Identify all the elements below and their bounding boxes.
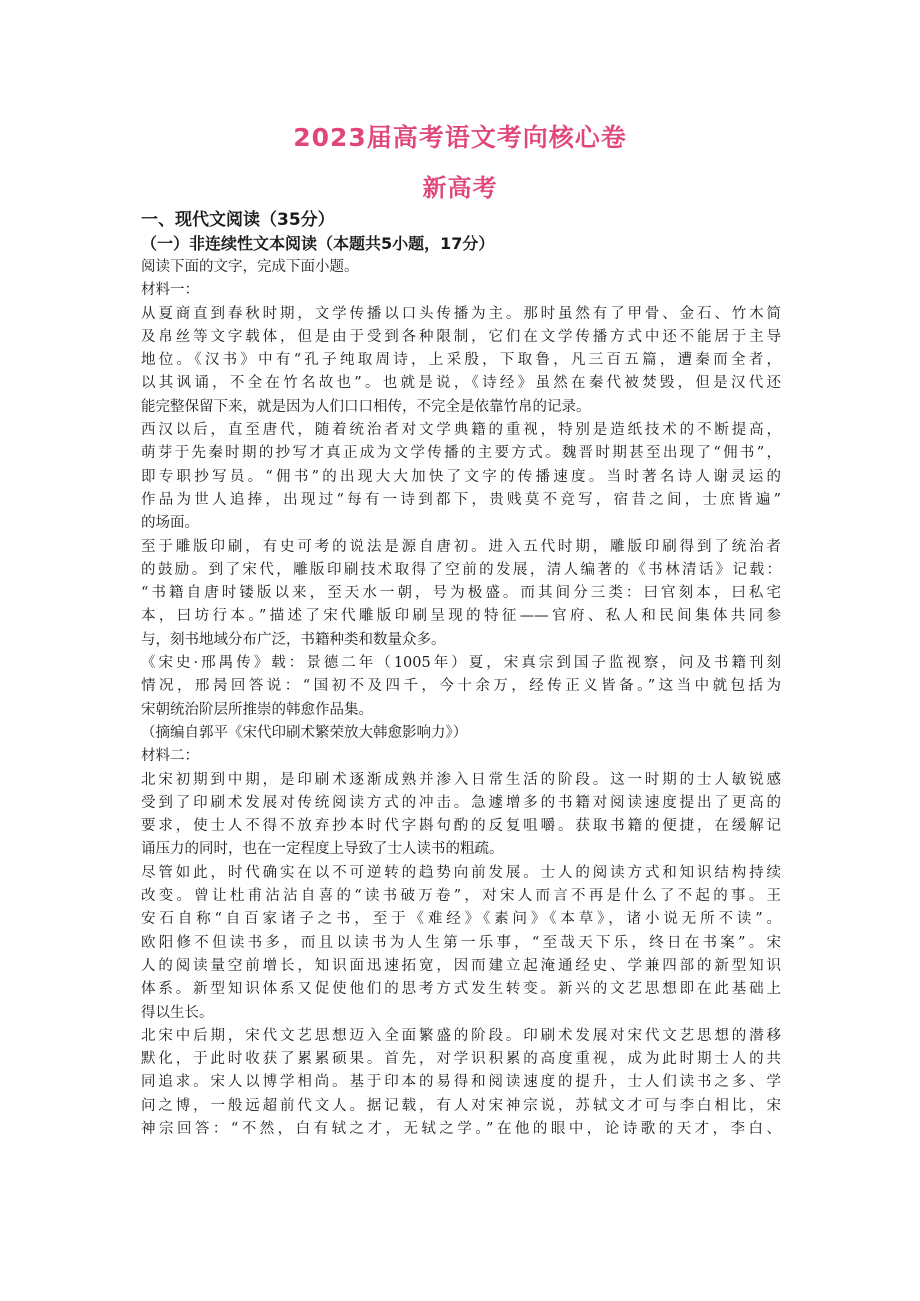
text-line: 得以生长。 <box>141 1004 214 1021</box>
section-subheading: （一）非连续性文本阅读（本题共5小题，17分） <box>141 234 495 253</box>
text-line: 能完整保留下来，就是因为人们口口相传，不完全是依靠竹帛的记录。 <box>141 398 591 415</box>
material-1-paragraph-4 <box>141 652 781 722</box>
text-line: 本，曰坊行本。”描述了宋代雕版印刷呈现的特征——官府、私人和民间集体共同参 <box>141 608 781 625</box>
document-title: 2023届高考语文考向核心卷 <box>293 123 627 152</box>
text-line: 宋朝统治阶层所推崇的韩愈作品集。 <box>141 701 373 718</box>
text-line: 作品为世人追捧，出现过“每有一诗到都下，贵贱莫不竞写，宿昔之间，士庶皆遍” <box>141 491 781 508</box>
text-line: 北宋初期到中期，是印刷术逐渐成熟并渗入日常生活的阶段。这一时期的士人敏锐感 <box>141 771 781 788</box>
text-line: 从夏商直到春秋时期，文学传播以口头传播为主。那时虽然有了甲骨、金石、竹木简 <box>141 305 781 322</box>
text-line: 萌芽于先秦时期的抄写才真正成为文学传播的主要方式。魏晋时期甚至出现了“佣书”， <box>141 445 781 462</box>
document-body <box>141 208 781 1141</box>
text-line: 西汉以后，直至唐代，随着统治者对文学典籍的重视，特别是造纸技术的不断提高， <box>141 422 781 439</box>
material-2-paragraph-3 <box>141 1025 781 1141</box>
text-line: 神宗回答：“不然，白有轼之才，无轼之学。”在他的眼中，论诗歌的天才，李白、 <box>141 1120 781 1137</box>
text-line: 问之博，一般远超前代文人。据记载，有人对宋神宗说，苏轼文才可与李白相比，宋 <box>141 1097 781 1114</box>
material-2-label: 材料二： <box>141 748 199 765</box>
text-line: 体系。新型知识体系又促使他们的思考方式发生转变。新兴的文艺思想即在此基础上 <box>141 981 781 998</box>
material-2-paragraph-1 <box>141 769 781 862</box>
text-line: 及帛丝等文字载体，但是由于受到各种限制，它们在文学传播方式中还不能居于主导 <box>141 328 781 345</box>
text-line: 地位。《汉书》中有“孔子纯取周诗，上采殷，下取鲁，凡三百五篇，遭秦而全者， <box>141 352 781 369</box>
text-line: 同追求。宋人以博学相尚。基于印本的易得和阅读速度的提升，士人们读书之多、学 <box>141 1074 781 1091</box>
text-line: 安石自称“自百家诸子之书，至于《难经》《素问》《本草》，诸小说无所不读”。 <box>141 911 781 928</box>
section-heading: 一、现代文阅读（35分） <box>141 210 335 230</box>
text-line: 诵压力的同时，也在一定程度上导致了士人读书的粗疏。 <box>141 841 504 858</box>
material-1-paragraph-1 <box>141 303 781 419</box>
material-1-source: （摘编自郭平《宋代印刷术繁荣放大韩愈影响力》） <box>141 724 468 741</box>
text-line: 要求，使士人不得不放弃抄本时代字斟句酌的反复咀嚼。获取书籍的便捷，在缓解记 <box>141 818 781 835</box>
text-line: 改变。曾让杜甫沾沾自喜的“读书破万卷”，对宋人而言不再是什么了不起的事。王 <box>141 888 781 905</box>
document-subtitle: 新高考 <box>422 174 498 202</box>
instruction-text: 阅读下面的文字，完成下面小题。 <box>141 259 359 275</box>
text-line: 受到了印刷术发展对传统阅读方式的冲击。急遽增多的书籍对阅读速度提出了更高的 <box>141 794 781 811</box>
text-line: 与，刻书地域分布广泛，书籍种类和数量众多。 <box>141 631 446 648</box>
text-line: 尽管如此，时代确实在以不可逆转的趋势向前发展。士人的阅读方式和知识结构持续 <box>141 864 781 881</box>
text-line: 《宋史·邢禺传》载：景德二年（1005年）夏，宋真宗到国子监视察，问及书籍刊刻 <box>141 655 781 672</box>
material-1-label: 材料一： <box>141 282 199 299</box>
text-line: 以其讽诵，不全在竹名故也”。也就是说，《诗经》虽然在秦代被焚毁，但是汉代还 <box>141 375 781 392</box>
text-line: 的场面。 <box>141 515 199 532</box>
text-line: 即专职抄写员。“佣书”的出现大大加快了文字的传播速度。当时著名诗人谢灵运的 <box>141 468 781 485</box>
material-1-paragraph-2 <box>141 419 781 535</box>
text-line: 默化，于此时收获了累累硕果。首先，对学识积累的高度重视，成为此时期士人的共 <box>141 1051 781 1068</box>
text-line: 至于雕版印刷，有史可考的说法是源自唐初。进入五代时期，雕版印刷得到了统治者 <box>141 538 781 555</box>
text-line: “书籍自唐时镂版以来，至天水一朝，号为极盛。而其间分三类：曰官刻本，曰私宅 <box>141 585 781 602</box>
material-1-paragraph-3 <box>141 536 781 652</box>
text-line: 的鼓励。到了宋代，雕版印刷技术取得了空前的发展，清人编著的《书林清话》记载： <box>141 561 781 578</box>
text-line: 欧阳修不但读书多，而且以读书为人生第一乐事，“至哉天下乐，终日在书案”。宋 <box>141 934 781 951</box>
text-line: 北宋中后期，宋代文艺思想迈入全面繁盛的阶段。印刷术发展对宋代文艺思想的潜移 <box>141 1027 781 1044</box>
text-line: 人的阅读量空前增长，知识面迅速拓宽，因而建立起淹通经史、学兼四部的新型知识 <box>141 957 781 974</box>
text-line: 情况，邢昺回答说：“国初不及四千，今十余万，经传正义皆备。”这当中就包括为 <box>141 678 781 695</box>
material-2-paragraph-2 <box>141 862 781 1025</box>
